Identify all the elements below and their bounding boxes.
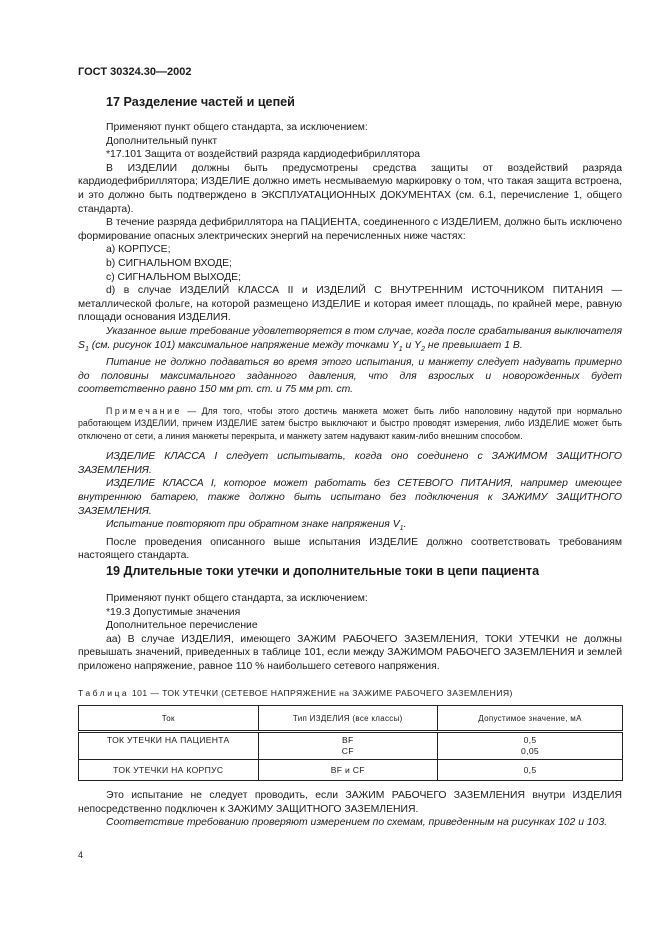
subscript: 1: [84, 345, 89, 353]
section-19-heading: 19 Длительные токи утечки и дополнительные токи в цепи пациента: [106, 564, 540, 578]
table-cell: [438, 732, 623, 760]
note-label: Примечание: [106, 405, 182, 416]
text: и Y: [402, 339, 422, 351]
paragraph: Применяют пункт общего стандарта, за исключением:: [106, 593, 368, 604]
paragraph: аа) В случае ИЗДЕЛИЯ, имеющего ЗАЖИМ РАБОЧЕГО ЗАЗЕМЛЕНИЯ, ТОКИ УТЕЧКИ не должны превышать значений, приведенных в таблице 101, если между ЗАЖИМОМ РАБОЧЕГО ЗАЗЕМЛЕНИЯ и землей приложено напряжение, равное 110 % наибольшего сетевого напряжения.: [78, 633, 622, 672]
paragraph: Дополнительное перечисление: [106, 620, 258, 632]
table-cell: ТОК УТЕЧКИ НА КОРПУС: [79, 760, 259, 781]
paragraph-italic: [78, 518, 622, 536]
leakage-current-table: [78, 705, 623, 781]
page-number: 4: [78, 850, 84, 860]
paragraph-italic: ИЗДЕЛИЕ КЛАССА I следует испытывать, когда оно соединено с ЗАЖИМОМ ЗАЩИТНОГО ЗАЗЕМЛЕНИЯ.: [78, 451, 622, 476]
paragraph-italic: [78, 325, 622, 356]
table-caption: [78, 688, 513, 698]
note: [78, 405, 622, 442]
table-row: [79, 732, 623, 760]
paragraph: Это испытание не следует проводить, если ЗАЖИМ РАБОЧЕГО ЗАЗЕМЛЕНИЯ внутри ИЗДЕЛИЯ непосредственно подключен к ЗАЖИМУ ЗАЩИТНОГО ЗАЗЕМЛЕНИЯ.: [78, 790, 622, 815]
table-cell: ТОК УТЕЧКИ НА ПАЦИЕНТА: [79, 732, 259, 760]
table-cell: BF и CF: [258, 760, 438, 781]
table-header-row: [79, 706, 623, 732]
paragraph: После проведения описанного выше испытания ИЗДЕЛИЕ должно соответствовать требованиям настоящего стандарта.: [78, 536, 622, 562]
column-header: Допустимое значение, мА: [438, 706, 623, 732]
paragraph: В течение разряда дефибриллятора на ПАЦИЕНТА, соединенного с ИЗДЕЛИЕМ, должно быть исключено формирование опасных электрических энергий на перечисленных ниже частях:: [78, 217, 622, 242]
paragraph: В ИЗДЕЛИИ должны быть предусмотрены средства защиты от воздействий разряда кардиодефибриллятора; ИЗДЕЛИЕ должно иметь несмываемую маркировку о том, что такая защита встроена, и это должно быть подтверждено в ЭКСПЛУАТАЦИОННЫХ ДОКУМЕНТАХ (см. 6.1, перечисление 1, общего стандарта).: [78, 162, 622, 215]
section-19-after-table: [78, 789, 622, 830]
subscript: 1: [399, 525, 404, 533]
list-item: c) СИГНАЛЬНОМ ВЫХОДЕ;: [106, 271, 241, 283]
text: (см. рисунок 101) максимальное напряжение между точками Y: [88, 339, 399, 351]
text: Испытание повторяют при обратном знаке напряжения V: [106, 519, 400, 531]
paragraph-italic: ИЗДЕЛИЕ КЛАССА I, которое может работать без СЕТЕВОГО ПИТАНИЯ, например имеющее внутреннюю батарею, также должно быть испытано без подключения к ЗАЖИМУ ЗАЩИТНОГО ЗАЗЕМЛЕНИЯ.: [78, 478, 622, 517]
cell-line: 0,05: [521, 746, 539, 756]
cell-line: CF: [341, 746, 354, 756]
text: не превышает 1 В.: [425, 339, 523, 351]
text: .: [403, 519, 407, 531]
clause-heading: *17.101 Защита от воздействий разряда кардиодефибриллятора: [106, 149, 421, 161]
table-cell: 0,5: [438, 760, 623, 781]
clause-heading: *19.3 Допустимые значения: [106, 606, 241, 618]
section-19-body: [78, 592, 622, 674]
column-header: Тип ИЗДЕЛИЯ (все классы): [258, 706, 438, 732]
section-17-body: [78, 121, 622, 563]
paragraph-italic: Питание не должно подаваться во время этого испытания, и манжету следует надувать примерно до половины максимального заданного давления, что для взрослых и новорожденных будет соответственно равно 150 мм рт. ст. и 75 мм рт. ст.: [78, 357, 622, 396]
table-cell: [258, 732, 438, 760]
table-caption-text: 101 — ТОК УТЕЧКИ (СЕТЕВОЕ НАПРЯЖЕНИЕ на ЗАЖИМЕ РАБОЧЕГО ЗАЗЕМЛЕНИЯ): [129, 688, 513, 698]
subscript: 2: [421, 345, 425, 353]
document-header: ГОСТ 30324.30—2002: [78, 66, 192, 78]
list-item: a) КОРПУСЕ;: [106, 244, 171, 256]
paragraph-italic: Соответствие требованию проверяют измерением по схемам, приведенным на рисунках 102 и 103.: [106, 817, 608, 829]
table-row: [79, 760, 623, 781]
text: Указанное выше требование удовлетворяется в том случае, когда после срабатывания выключателя S: [78, 325, 622, 351]
column-header: Ток: [79, 706, 259, 732]
cell-line: 0,5: [523, 735, 537, 745]
list-item: d) в случае ИЗДЕЛИЙ КЛАССА II и ИЗДЕЛИЙ С ВНУТРЕННИМ ИСТОЧНИКОМ ПИТАНИЯ — металлической фольге, на которой размещено ИЗДЕЛИЕ и которая имеет площадь, по крайней мере, равную площади основания ИЗДЕЛИЯ.: [78, 285, 622, 324]
subscript: 1: [398, 345, 403, 353]
note-text: — Для того, чтобы этого достичь манжета может быть либо наполовину надутой при нормально работающем ИЗДЕЛИИ, причем ИЗДЕЛИЕ затем быстро выключают и быстро проводят измерения, либо ИЗДЕЛИЕ может быть отключено от сети, а линия манжеты перекрыта, и манжету затем надувают каким-либо внешним способом.: [78, 405, 622, 441]
section-17-heading: 17 Разделение частей и цепей: [106, 95, 295, 109]
table-label: Таблица: [78, 688, 130, 698]
paragraph: Дополнительный пункт: [106, 135, 218, 147]
list-item: b) СИГНАЛЬНОМ ВХОДЕ;: [106, 257, 232, 269]
paragraph: Применяют пункт общего стандарта, за исключением:: [106, 122, 368, 133]
cell-line: BF: [341, 735, 354, 745]
